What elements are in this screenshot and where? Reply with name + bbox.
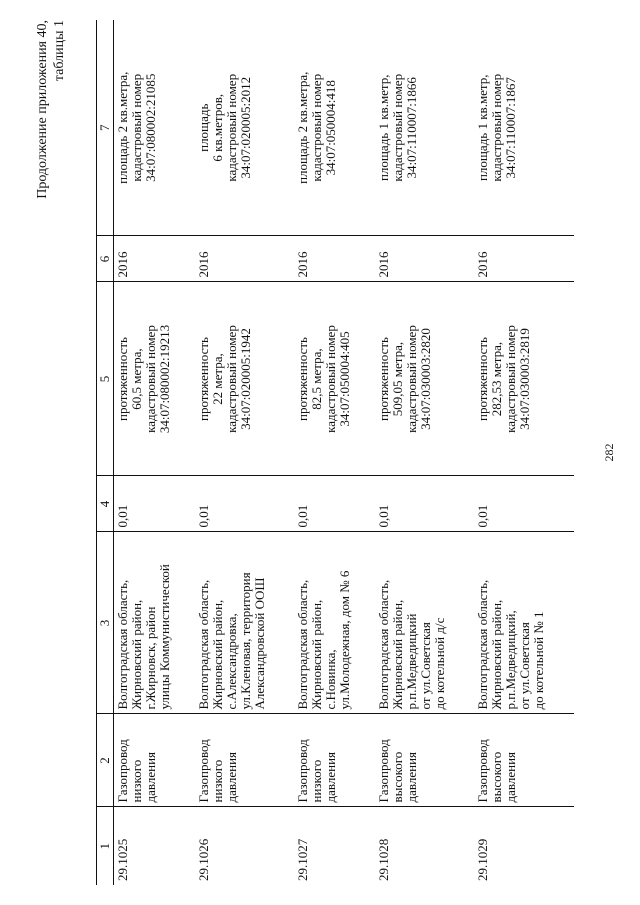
- length-cell: [294, 282, 375, 476]
- area-cell-line: кадастровый номер: [223, 73, 239, 182]
- area-cell-line: площадь: [195, 103, 211, 152]
- col-header: 6: [97, 236, 114, 282]
- area-cell-line: кадастровый номер: [129, 73, 144, 182]
- address-cell-line: от ул.Советская: [517, 622, 533, 710]
- area-cell-line: 34:07:110007:1867: [503, 77, 519, 179]
- area-cell: [294, 20, 375, 236]
- length-cell-line: 34:07:030003:2820: [417, 328, 433, 430]
- area-cell-line: кадастровый номер: [309, 73, 325, 182]
- address-cell-line: с.Александровка,: [223, 613, 239, 710]
- length-cell-line: кадастровый номер: [143, 325, 158, 433]
- address-cell-line: р.п.Медведицкий: [403, 613, 419, 710]
- address-cell-line: р.п.Медведицкий,: [503, 610, 519, 710]
- length-cell-line: 60,5 метра,: [129, 348, 144, 410]
- address-cell-line: Жирновский район,: [309, 599, 325, 710]
- value-cell: 0,01: [375, 476, 474, 532]
- address-cell: [114, 532, 195, 714]
- table-row: [474, 20, 574, 885]
- table-row: [294, 20, 375, 885]
- address-cell-line: до котельной № 1: [531, 611, 547, 710]
- header-row: [97, 20, 114, 885]
- address-cell-line: г.Жирновск, район: [143, 606, 158, 710]
- address-cell-line: Жирновский район,: [209, 599, 225, 710]
- caption-line-2: таблицы 1: [52, 20, 67, 82]
- area-cell-line: 6 кв.метров,: [209, 93, 225, 162]
- address-cell-line: Волгоградская область,: [295, 579, 311, 710]
- year-cell: 2016: [294, 236, 375, 282]
- address-cell-line: с.Новинка,: [323, 649, 339, 710]
- col-header: 2: [97, 714, 114, 807]
- address-cell-line: Волгоградская область,: [115, 579, 130, 710]
- area-cell-line: площадь 1 кв.метр,: [375, 74, 391, 182]
- length-cell-line: протяженность: [195, 337, 211, 421]
- table-row: [114, 20, 195, 885]
- area-cell-line: 34:07:110007:1866: [403, 77, 419, 179]
- length-cell-line: 22 метра,: [209, 353, 225, 405]
- table-row: [375, 20, 474, 885]
- area-cell-line: кадастровый номер: [389, 73, 405, 182]
- length-cell: [474, 282, 574, 476]
- name-cell: Газопровод низкого давления: [195, 714, 294, 807]
- area-cell: [114, 20, 195, 236]
- area-cell-line: площадь 1 кв.метр,: [475, 74, 491, 182]
- length-cell-line: 34:07:030003:2819: [517, 328, 533, 430]
- length-cell: [375, 282, 474, 476]
- address-cell-line: от ул.Советская: [417, 622, 433, 710]
- address-cell-line: до котельной д/с: [431, 617, 447, 710]
- area-cell: [375, 20, 474, 236]
- value-cell: 0,01: [195, 476, 294, 532]
- name-cell: Газопровод низкого давления: [114, 714, 195, 807]
- area-cell: [195, 20, 294, 236]
- name-cell: Газопровод высокого давления: [474, 714, 574, 807]
- length-cell-line: протяженность: [295, 337, 311, 421]
- col-header: 3: [97, 532, 114, 714]
- page-number: 282: [602, 443, 616, 462]
- length-cell-line: 282,53 метра,: [489, 341, 505, 417]
- address-cell-line: Жирновский район,: [389, 599, 405, 710]
- table-row: [195, 20, 294, 885]
- length-cell-line: 34:07:050004:405: [337, 331, 353, 427]
- length-cell-line: кадастровый номер: [223, 325, 239, 433]
- address-cell: [294, 532, 375, 714]
- row-id-cell: 29.1029: [475, 838, 491, 881]
- year-cell: 2016: [474, 236, 574, 282]
- name-cell: Газопровод низкого давления: [294, 714, 375, 807]
- length-cell-line: кадастровый номер: [323, 325, 339, 433]
- length-cell-line: кадастровый номер: [403, 325, 419, 433]
- value-cell: 0,01: [474, 476, 574, 532]
- area-cell-line: площадь 2 кв.метра,: [115, 71, 130, 184]
- rotated-page: [20, 20, 620, 885]
- year-cell: 2016: [375, 236, 474, 282]
- row-id-cell: 29.1025: [115, 838, 130, 881]
- length-cell-line: 34:07:080002:19213: [157, 324, 172, 434]
- area-cell: [474, 20, 574, 236]
- length-cell-line: 82,5 метра,: [309, 348, 325, 410]
- value-cell: 0,01: [114, 476, 195, 532]
- area-cell-line: площадь 2 кв.метра,: [295, 71, 311, 184]
- length-cell-line: протяженность: [375, 337, 391, 421]
- year-cell: 2016: [195, 236, 294, 282]
- address-cell-line: ул.Молодежная, дом № 6: [337, 570, 353, 710]
- length-cell-line: 509,05 метра,: [389, 341, 405, 417]
- area-cell-line: 34:07:050004:418: [323, 80, 339, 176]
- col-header: 4: [97, 476, 114, 532]
- value-cell: 0,01: [294, 476, 375, 532]
- address-cell: [474, 532, 574, 714]
- area-cell-line: 34:07:020005:2012: [237, 76, 253, 179]
- address-cell: [195, 532, 294, 714]
- col-header: 1: [97, 807, 114, 885]
- year-cell: 2016: [114, 236, 195, 282]
- area-cell-line: 34:07:080002:21085: [143, 73, 158, 182]
- row-id-cell: 29.1028: [375, 838, 391, 881]
- col-header: 7: [97, 20, 114, 236]
- address-cell-line: ул.Кленовая, территория: [237, 572, 253, 710]
- length-cell-line: 34:07:020005:1942: [237, 328, 253, 430]
- address-cell-line: Волгоградская область,: [195, 579, 211, 710]
- address-cell-line: Жирновский район,: [489, 599, 505, 710]
- caption-line-1: Продолжение приложения 40,: [35, 20, 50, 199]
- address-cell: [375, 532, 474, 714]
- row-id-cell: 29.1027: [295, 838, 311, 881]
- caption: [34, 20, 68, 280]
- length-cell-line: кадастровый номер: [503, 325, 519, 433]
- address-cell-line: Волгоградская область,: [475, 579, 491, 710]
- length-cell-line: протяженность: [475, 337, 491, 421]
- address-cell-line: Волгоградская область,: [375, 579, 391, 710]
- property-table: [96, 20, 574, 885]
- address-cell-line: Александровской ООШ: [251, 577, 267, 710]
- length-cell: [114, 282, 195, 476]
- col-header: 5: [97, 282, 114, 476]
- address-cell-line: улицы Коммунистической: [157, 564, 172, 710]
- address-cell-line: Жирновский район,: [129, 599, 144, 710]
- name-cell: Газопровод высокого давления: [375, 714, 474, 807]
- length-cell-line: протяженность: [115, 337, 130, 421]
- length-cell: [195, 282, 294, 476]
- row-id-cell: 29.1026: [195, 838, 211, 881]
- area-cell-line: кадастровый номер: [489, 73, 505, 182]
